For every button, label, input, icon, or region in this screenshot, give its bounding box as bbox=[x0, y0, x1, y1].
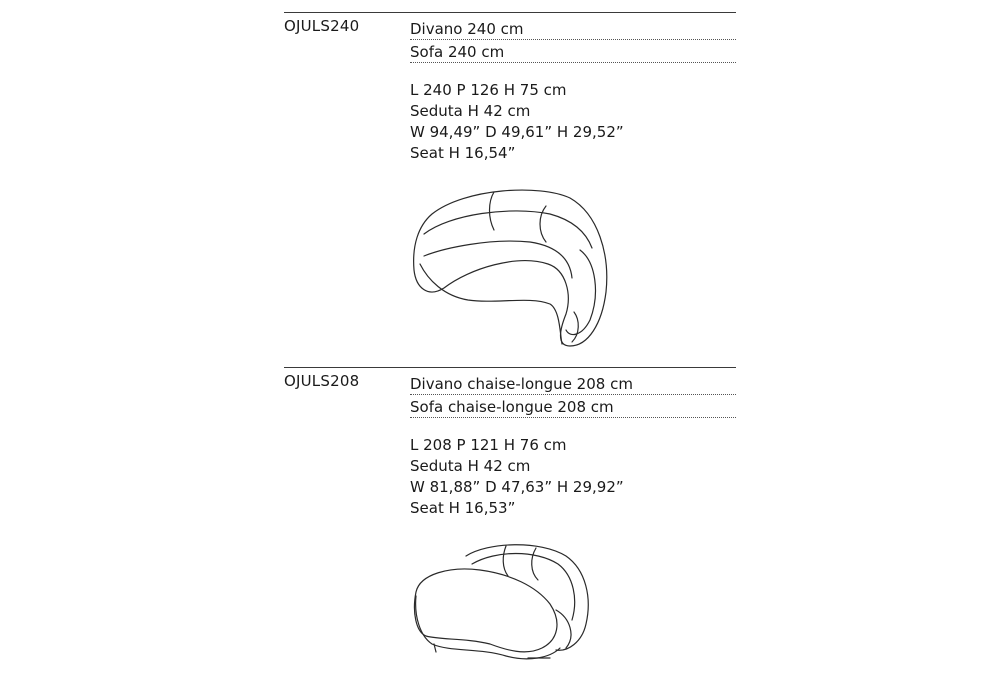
product-code: OJULS208 bbox=[284, 372, 360, 390]
dimension-line: L 208 P 121 H 76 cm bbox=[410, 436, 567, 454]
product-name-italian: Divano 240 cm bbox=[410, 17, 736, 40]
dimension-line: L 240 P 126 H 75 cm bbox=[410, 81, 567, 99]
product-code: OJULS240 bbox=[284, 17, 360, 35]
dimension-line: W 81,88” D 47,63” H 29,92” bbox=[410, 478, 624, 496]
product-names bbox=[410, 367, 736, 418]
dimension-line: Seat H 16,54” bbox=[410, 144, 516, 162]
dimension-line: Seduta H 42 cm bbox=[410, 457, 531, 475]
product-name-italian: Divano chaise-longue 208 cm bbox=[410, 372, 736, 395]
dimension-line: Seat H 16,53” bbox=[410, 499, 516, 517]
dimension-line: W 94,49” D 49,61” H 29,52” bbox=[410, 123, 624, 141]
dimensions bbox=[410, 80, 624, 164]
product-name-english: Sofa 240 cm bbox=[410, 40, 736, 63]
dimensions bbox=[410, 435, 624, 519]
product-names bbox=[410, 12, 736, 63]
sofa-240-drawing bbox=[410, 184, 610, 350]
dimension-line: Seduta H 42 cm bbox=[410, 102, 531, 120]
sofa-208-drawing bbox=[410, 540, 610, 662]
product-name-english: Sofa chaise-longue 208 cm bbox=[410, 395, 736, 418]
